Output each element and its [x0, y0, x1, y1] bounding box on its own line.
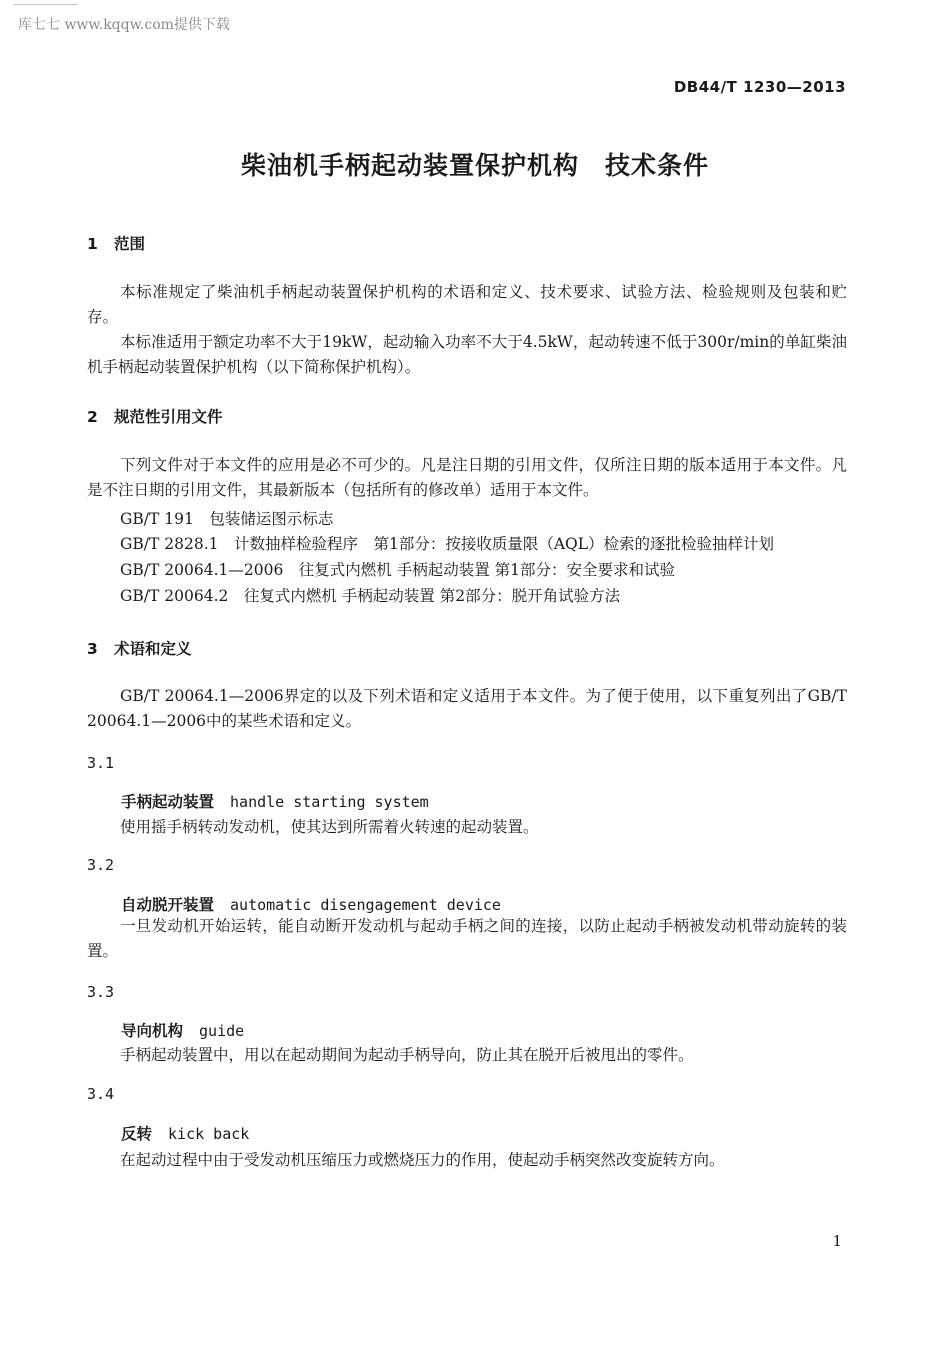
- section-title: 范围: [114, 235, 146, 253]
- section-title: 术语和定义: [114, 640, 192, 658]
- term-en: automatic disengagement device: [230, 896, 501, 914]
- section-number: 2: [87, 408, 98, 426]
- term-number: 3.4: [87, 1085, 115, 1103]
- reference-item: GB/T 20064.1—2006 往复式内燃机 手柄起动装置 第1部分：安全要求和试验: [120, 561, 676, 579]
- document-code: DB44/T 1230—2013: [673, 78, 846, 96]
- term-en: handle starting system: [230, 793, 429, 811]
- term-definition: 在起动过程中由于受发动机压缩压力或燃烧压力的作用，使起动手柄突然改变旋转方向。: [120, 1151, 725, 1169]
- document-title: 柴油机手柄起动装置保护机构 技术条件: [240, 151, 709, 180]
- term-definition: 一旦发动机开始运转，能自动断开发动机与起动手柄之间的连接，以防止起动手柄被发动机带动旋转的装置。: [87, 917, 847, 960]
- paragraph: 本标准适用于额定功率不大于19kW，起动输入功率不大于4.5kW，起动转速不低于300r/min的单缸柴油机手柄起动装置保护机构（以下简称保护机构）。: [87, 333, 847, 376]
- term-heading: [121, 1122, 249, 1144]
- watermark-rule: [14, 4, 78, 5]
- term-number: 3.1: [87, 754, 115, 772]
- reference-item: GB/T 191 包装储运图示标志: [120, 510, 334, 528]
- term-number: 3.3: [87, 983, 115, 1001]
- reference-item: GB/T 20064.2 往复式内燃机 手柄起动装置 第2部分：脱开角试验方法: [120, 587, 621, 605]
- section-heading-1: [87, 232, 145, 254]
- paragraph: GB/T 20064.1—2006界定的以及下列术语和定义适用于本文件。为了便于使用，以下重复列出了GB/T 20064.1—2006中的某些术语和定义。: [87, 687, 847, 730]
- term-zh: 自动脱开装置: [121, 896, 215, 914]
- reference-item: GB/T 2828.1 计数抽样检验程序 第1部分：按接收质量限（AQL）检索的逐批检验抽样计划: [120, 535, 775, 553]
- term-zh: 反转: [121, 1125, 153, 1143]
- section-number: 3: [87, 640, 98, 658]
- term-zh: 手柄起动装置: [121, 793, 215, 811]
- term-en: guide: [199, 1022, 245, 1040]
- section-heading-2: [87, 405, 223, 427]
- section-number: 1: [87, 235, 98, 253]
- term-zh: 导向机构: [121, 1022, 184, 1040]
- term-heading: [121, 790, 429, 812]
- watermark-text: 库七七 www.kqqw.com提供下载: [18, 17, 230, 33]
- paragraph: 下列文件对于本文件的应用是必不可少的。凡是注日期的引用文件，仅所注日期的版本适用于本文件。凡是不注日期的引用文件，其最新版本（包括所有的修改单）适用于本文件。: [87, 456, 847, 499]
- term-heading: [121, 893, 501, 915]
- page-number: 1: [832, 1232, 842, 1250]
- paragraph: 本标准规定了柴油机手柄起动装置保护机构的术语和定义、技术要求、试验方法、检验规则及包装和贮存。: [87, 283, 847, 326]
- term-number: 3.2: [87, 856, 115, 874]
- term-heading: [121, 1019, 244, 1041]
- term-en: kick back: [168, 1125, 250, 1143]
- term-definition: 手柄起动装置中，用以在起动期间为起动手柄导向，防止其在脱开后被甩出的零件。: [120, 1046, 694, 1064]
- section-heading-3: [87, 637, 192, 659]
- section-title: 规范性引用文件: [114, 408, 223, 426]
- term-definition: 使用摇手柄转动发动机，使其达到所需着火转速的起动装置。: [120, 818, 539, 836]
